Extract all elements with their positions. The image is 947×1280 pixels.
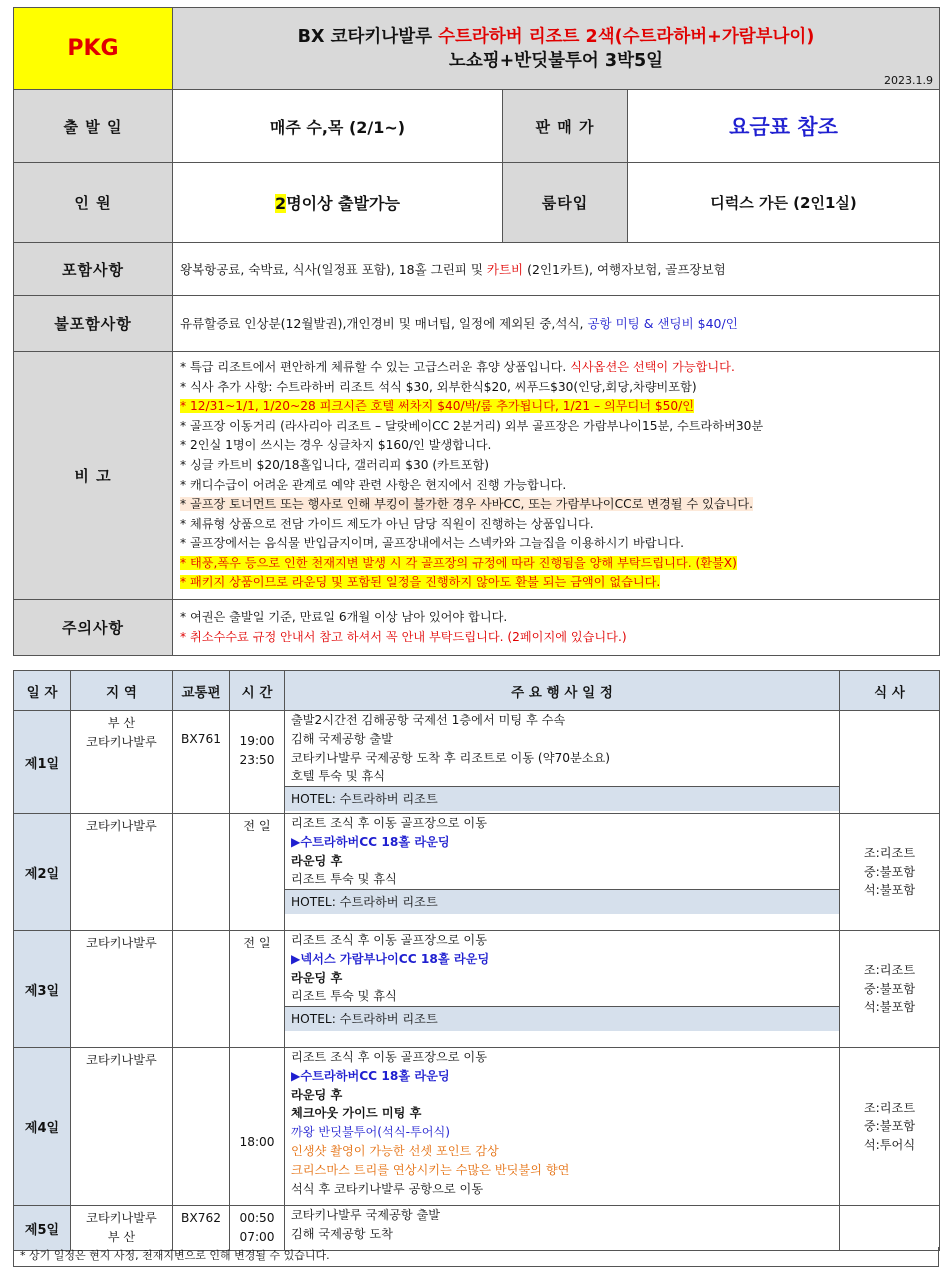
hotel-name: HOTEL: 수트라하버 리조트 (285, 889, 839, 914)
activity-line: 리조트 조식 후 이동 골프장으로 이동 (291, 816, 487, 830)
activity-line: 김해 국제공항 도착 (291, 1226, 393, 1241)
departure-label: 출 발 일 (14, 90, 173, 163)
remark-8-text: * 골프장 토너먼트 또는 행사로 인해 부킹이 불가한 경우 사바CC, 또는 가람부나이CC로 변경될 수 있습니다. (180, 497, 754, 512)
col-time: 시 간 (230, 671, 285, 711)
itinerary-header-row (14, 671, 940, 711)
time-value: 19:00 (239, 734, 275, 748)
pkg-label: PKG (67, 36, 119, 61)
price-value: 요금표 참조 (628, 90, 940, 163)
day-label: 제2일 (14, 814, 71, 931)
region-name: 코타키나발루 (86, 936, 157, 950)
day-times (230, 1206, 285, 1251)
title-prefix: BX 코타키나발루 (297, 26, 439, 47)
people-min: 2 (275, 194, 287, 213)
activity-line: 출발2시간전 김해공항 국제선 1층에서 미팅 후 수속 (291, 713, 566, 727)
day-meals (840, 931, 940, 1048)
day-region (71, 814, 173, 931)
day-meals (840, 1048, 940, 1206)
activity-line: 호텔 투숙 및 휴식 (291, 769, 386, 784)
remark-1-text: * 특급 리조트에서 편안하게 체류할 수 있는 고급스러운 휴양 상품입니다. (180, 359, 571, 374)
room-label: 룸타입 (503, 163, 628, 243)
remark-12-text: * 패키지 상품이므로 라운딩 및 포함된 일정을 진행하지 않아도 환불 되는 금액이 없습니다. (180, 575, 661, 590)
people-label: 인 원 (14, 163, 173, 243)
day-activities (285, 1048, 840, 1206)
price-label: 판 매 가 (503, 90, 628, 163)
hotel-name: HOTEL: 수트라하버 리조트 (285, 786, 839, 811)
day-times (230, 931, 285, 1048)
meal-item: 조:리조트 (863, 846, 916, 861)
activity-line: 코타키나발루 국제공항 출발 (291, 1208, 441, 1222)
day-region (71, 931, 173, 1048)
day-transport: BX761 (173, 711, 230, 814)
activity-line: 리조트 조식 후 이동 골프장으로 이동 (291, 1050, 487, 1064)
departure-value: 매주 수,목 (2/1~) (173, 90, 503, 163)
activity-line: 리조트 투숙 및 휴식 (291, 989, 397, 1004)
meal-item: 중:불포함 (863, 864, 916, 879)
meal-item: 석:불포함 (863, 883, 916, 898)
day-activities (285, 814, 840, 931)
remark-9: * 체류형 상품으로 전담 가이드 제도가 아닌 담당 직원이 진행하는 상품입니다. (180, 516, 594, 531)
time-value: 23:50 (239, 753, 275, 767)
day-label: 제4일 (14, 1048, 71, 1206)
caution-2: * 취소수수료 규정 안내서 참고 하셔서 꼭 안내 부탁드립니다. (2페이지에 있습니다.) (180, 629, 627, 644)
region-name: 부 산 (107, 1230, 136, 1244)
region-name: 코타키나발루 (86, 735, 157, 749)
remark-12 (180, 573, 932, 593)
col-day: 일 자 (14, 671, 71, 711)
day-label: 제3일 (14, 931, 71, 1048)
meal-item: 석:투어식 (863, 1137, 916, 1152)
room-value: 디럭스 가든 (2인1실) (628, 163, 940, 243)
activity-line: 크리스마스 트리를 연상시키는 수많은 반딧불의 향연 (291, 1162, 570, 1177)
remark-2: * 식사 추가 사항: 수트라하버 리조트 석식 $30, 외부한식$20, 씨푸드$30(인당,회당,차량비포함) (180, 379, 697, 394)
day-region (71, 1206, 173, 1251)
title-resort: 수트라하버 리조트 2색(수트라하버+가람부나이) (438, 26, 815, 47)
time-value: 18:00 (239, 1135, 275, 1149)
package-info-table (13, 7, 940, 656)
time-value: 전 일 (243, 819, 271, 833)
include-value (173, 243, 940, 296)
activity-line: 리조트 조식 후 이동 골프장으로 이동 (291, 933, 487, 947)
day-times (230, 711, 285, 814)
doc-date: 2023.1.9 (884, 74, 934, 87)
day-meals (840, 814, 940, 931)
activity-line: 라운딩 후 (291, 1087, 343, 1102)
activity-line: ▶수트라하버CC 18홀 라운딩 (291, 834, 450, 849)
include-text-b: (2인1카트), 여행자보험, 골프장보험 (523, 261, 726, 277)
meal-item: 조:리조트 (863, 963, 916, 978)
day-activities (285, 1206, 840, 1251)
remark-7: * 캐디수급이 어려운 관계로 예약 관련 사항은 현지에서 진행 가능합니다. (180, 477, 567, 492)
remark-3 (180, 397, 932, 417)
remark-6: * 싱글 카트비 $20/18홀입니다, 갤러리피 $30 (카트포함) (180, 457, 490, 472)
activity-line: 석식 후 코타키나발루 공항으로 이동 (291, 1181, 484, 1196)
activity-line: ▶수트라하버CC 18홀 라운딩 (291, 1068, 450, 1083)
activity-line: 리조트 투숙 및 휴식 (291, 872, 397, 887)
day-activities (285, 931, 840, 1048)
day-label: 제1일 (14, 711, 71, 814)
day-label: 제5일 (14, 1206, 71, 1251)
exclude-sending: 공항 미팅 & 샌딩비 $40/인 (587, 316, 738, 331)
exclude-label: 불포함사항 (14, 296, 173, 352)
remark-5: * 2인실 1명이 쓰시는 경우 싱글차지 $160/인 발생합니다. (180, 438, 492, 453)
day-region (71, 1048, 173, 1206)
remark-11-text: * 태풍,폭우 등으로 인한 천재지변 발생 시 각 골프장의 규정에 따라 진행됨을 양해 부탁드립니다. (환불X) (180, 555, 737, 570)
day-transport (173, 814, 230, 931)
col-schedule: 주 요 행 사 일 정 (285, 671, 840, 711)
col-transport: 교통편 (173, 671, 230, 711)
package-title (173, 8, 940, 90)
day-meals (840, 711, 940, 814)
day-row (14, 814, 940, 931)
remark-10: * 골프장에서는 음식물 반입금지이며, 골프장내에서는 스넥카와 그늘집을 이용하시기 바랍니다. (180, 536, 684, 551)
remarks-list (173, 352, 940, 600)
activity-line: 인생샷 촬영이 가능한 선셋 포인트 감상 (291, 1143, 499, 1158)
time-value: 00:50 (239, 1211, 275, 1225)
pkg-badge (14, 8, 173, 90)
caution-list (173, 600, 940, 656)
exclude-text: 유류할증료 인상분(12월발권),개인경비 및 매너팁, 일정에 제외된 중,석식, (180, 316, 588, 331)
day-times (230, 1048, 285, 1206)
remark-1-option: 식사옵션은 선택이 가능합니다. (570, 359, 735, 374)
day-row (14, 711, 940, 814)
remark-8 (180, 495, 932, 515)
day-row (14, 931, 940, 1048)
region-name: 코타키나발루 (86, 1211, 157, 1225)
meal-item: 중:불포함 (863, 981, 916, 996)
time-value: 07:00 (239, 1230, 275, 1244)
activity-line: 김해 국제공항 출발 (291, 731, 393, 746)
people-value (173, 163, 503, 243)
activity-line: 라운딩 후 (291, 970, 343, 985)
activity-line: 코타키나발루 국제공항 도착 후 리조트로 이동 (약70분소요) (291, 750, 611, 765)
caution-1: * 여권은 출발일 기준, 만료일 6개월 이상 남아 있어야 합니다. (180, 609, 508, 624)
activity-line: ▶넥서스 가람부나이CC 18홀 라운딩 (291, 951, 490, 966)
day-transport (173, 1048, 230, 1206)
include-label: 포함사항 (14, 243, 173, 296)
hotel-name: HOTEL: 수트라하버 리조트 (285, 1006, 839, 1031)
include-text-a: 왕복항공료, 숙박료, 식사(일정표 포함), 18홀 그린피 및 (180, 261, 487, 277)
col-meal: 식 사 (840, 671, 940, 711)
region-name: 부 산 (107, 716, 136, 730)
title-subtitle: 노쇼핑+반딧불투어 3박5일 (448, 50, 664, 71)
remarks-label: 비 고 (14, 352, 173, 600)
day-row (14, 1206, 940, 1251)
meal-item: 중:불포함 (863, 1119, 916, 1134)
itinerary-table (13, 670, 940, 1251)
day-transport: BX762 (173, 1206, 230, 1251)
remark-3-text: * 12/31~1/1, 1/20~28 피크시즌 호텔 써차지 $40/박/룸 추가됩니다, 1/21 – 의무디너 $50/인 (180, 399, 695, 414)
day-region (71, 711, 173, 814)
activity-line: 라운딩 후 (291, 853, 343, 868)
day-transport (173, 931, 230, 1048)
include-cart: 카트비 (486, 261, 524, 277)
activity-line: 까왕 반딧불투어(석식-투어식) (291, 1125, 451, 1140)
people-rest: 명이상 출발가능 (286, 194, 400, 213)
day-row (14, 1048, 940, 1206)
remark-11 (180, 554, 932, 574)
activity-line: 체크아웃 가이드 미팅 후 (291, 1106, 422, 1121)
col-region: 지 역 (71, 671, 173, 711)
day-times (230, 814, 285, 931)
exclude-value (173, 296, 940, 352)
schedule-footnote: * 상기 일정은 현지 사정, 천재지변으로 인해 변경될 수 있습니다. (13, 1247, 939, 1267)
remark-4: * 골프장 이동거리 (라사리아 리조트 – 달랏베이CC 2분거리) 외부 골프장은 가람부나이15분, 수트라하버30분 (180, 418, 764, 433)
meal-item: 석:불포함 (863, 1000, 916, 1015)
day-meals (840, 1206, 940, 1251)
day-activities (285, 711, 840, 814)
time-value: 전 일 (243, 936, 271, 950)
meal-item: 조:리조트 (863, 1100, 916, 1115)
region-name: 코타키나발루 (86, 1053, 157, 1067)
remark-1 (180, 358, 932, 378)
caution-label: 주의사항 (14, 600, 173, 656)
region-name: 코타키나발루 (86, 819, 157, 833)
